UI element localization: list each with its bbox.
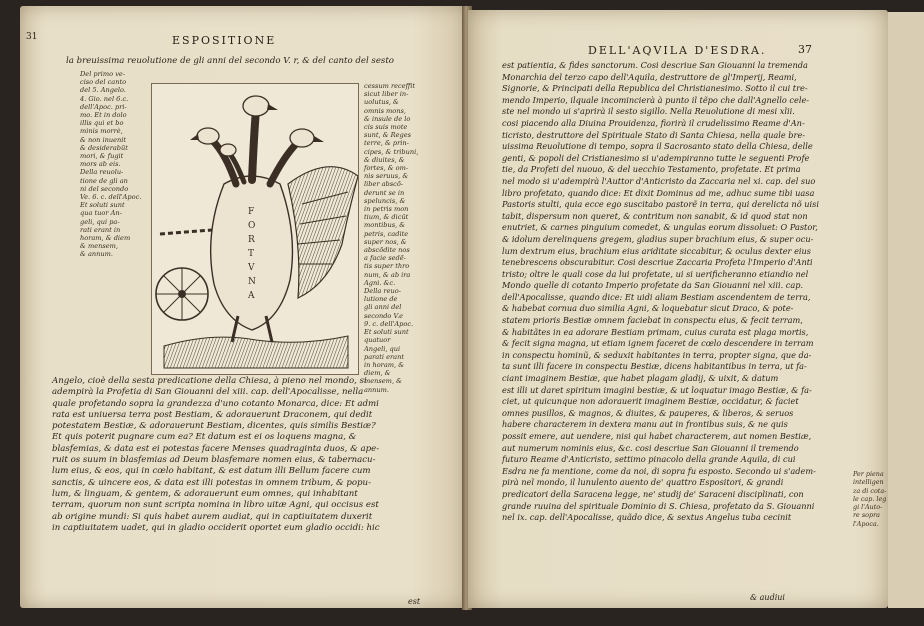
- page-header-left: ESPOSITIONE: [172, 34, 277, 47]
- right-body-line: & habitãtes in ea adorare Bestiam primam, cuius curata est plaga mortis,: [502, 326, 809, 337]
- right-body-line: Pastoris stulti, quia ecce ego suscitabo pastorẽ in terra, qui derelicta nõ uisi: [502, 199, 819, 210]
- right-body-line: ta sunt illi facere in conspectu Bestiæ, dicens habitantibus in terra, ut fa-: [502, 361, 807, 372]
- right-sidenote-line: fortes, & om-: [364, 164, 409, 173]
- left-body-line: rata est uniuersa terra post Bestiam, & adorauerunt Draconem, qui dedit: [52, 409, 373, 420]
- right-body-line: cosi piacendo alla Diuina Prouidenza, fiorirà il crudelissimo Reame d'An-: [502, 117, 805, 128]
- left-sidenote-line: illis qui et bo: [80, 119, 124, 128]
- right-sidenote-line: in horam, &: [364, 360, 405, 369]
- right-sidenote-line: speluncis, &: [364, 196, 406, 205]
- left-body-line: quale profetando sopra la grandezza d'uno cotanto Monarca, dice: Et admi: [52, 398, 379, 409]
- right-sidenote-line: & insule de lo: [364, 114, 411, 123]
- right-sidenote-line: liber abscõ-: [364, 180, 404, 189]
- right-body-text: [502, 60, 819, 524]
- right-body-line: statem prioris Bestiæ omnem faciebat in conspectu eius, & fecit terram,: [502, 315, 803, 326]
- right-sidenote-line: 9. c. dell'Apoc.: [364, 319, 414, 328]
- left-sidenote-line: Del primo ve-: [80, 70, 126, 78]
- margin-note: [853, 470, 886, 528]
- right-body-line: grande ruuina del spirituale Dominio di S. Chiesa, profetato da S. Giouanni: [502, 500, 815, 511]
- margin-note-line: intelligen: [853, 478, 884, 487]
- right-sidenote-line: a facie sedẽ-: [364, 254, 406, 263]
- left-sidenote-line: Ve. 6. c. dell'Apoc.: [80, 193, 142, 202]
- page-header-right: DELL'AQVILA D'ESDRA.: [588, 44, 767, 57]
- left-body-text: [52, 376, 380, 534]
- page-number-left: 31: [26, 32, 38, 42]
- right-body-line: habere characterem in dextera manu aut in frontibus suis, & ne quis: [502, 419, 788, 430]
- right-body-line: ciet, ut quicunque non adorauerit imaginem Bestiæ, occidatur, & faciet: [502, 396, 799, 407]
- right-sidenote-line: terre, & prin-: [364, 139, 409, 148]
- right-body-line: est illi ut daret spiritum imagini bestiæ, & ut loquatur imago Bestiæ, & fa-: [502, 384, 812, 395]
- left-sidenote-line: & mensem,: [80, 242, 119, 251]
- right-body-line: nel modo si u'adempirà l'Auttor d'Anticristo da Zaccaria nel xi. cap. del suo: [502, 175, 816, 186]
- woodcut-letter: N: [248, 277, 256, 287]
- margin-note-line: Per piena: [853, 470, 884, 478]
- right-sidenote-line: super nos, &: [364, 237, 407, 246]
- right-sidenote-line: & diuites, &: [364, 155, 405, 164]
- right-sidenote-line: cessum receffit: [364, 82, 416, 90]
- right-sidenote-line: tium, & dicūt: [364, 213, 409, 222]
- right-sidenote-line: secondo V.e: [364, 311, 404, 320]
- left-sidenote-line: mo. Et in dolo: [80, 111, 127, 120]
- left-sidenote-line: minis morrè,: [80, 127, 123, 136]
- left-sidenote-line: tione de gli an: [80, 176, 128, 185]
- left-sidenote-column: [80, 70, 141, 259]
- left-body-line: in captiuitatem uadet, qui in gladio occiderit oportet eum gladio occidi: hic: [52, 522, 380, 533]
- right-body-line: ciant imaginem Bestiæ, que habet plagam gladij, & uixit, & datum: [502, 373, 779, 384]
- right-body-line: Signorie, & Principati della Republica del Christianesimo. Sotto il cui tre-: [502, 83, 808, 94]
- left-sidenote-line: rati erant in: [80, 225, 121, 234]
- margin-note-line: re sopra: [853, 511, 880, 520]
- margin-note-line: gi l'Auto-: [853, 503, 883, 512]
- right-body-line: dell'Apocalisse, quando dice: Et uidi aliam Bestiam ascendentem de terra,: [502, 291, 811, 302]
- right-body-line: tabit, dispersum non queret, & contritum non sanabit, & id quod stat non: [502, 210, 808, 221]
- left-body-line: ruit os suum in blasfemias ad Deum blasfemare nomen eius, & tabernacu-: [52, 455, 376, 466]
- right-body-line: futuro Reame d'Anticristo, settimo pinacolo della grande Aquila, di cui: [502, 454, 796, 465]
- right-body-line: Monarchia del terzo capo dell'Aquila, destruttore de gl'Imperij, Reami,: [502, 71, 797, 82]
- right-body-line: & habebat cornua duo similia Agni, & loquebatur sicut Draco, & pote-: [502, 303, 794, 314]
- right-sidenote-line: quatuor: [364, 336, 391, 345]
- left-page: [20, 6, 466, 608]
- left-sidenote-line: & desiderabũt: [80, 143, 128, 152]
- right-sidenote-column: [364, 82, 418, 394]
- right-sidenote-line: cis suis mote: [364, 123, 408, 132]
- catchword-right: & audiui: [750, 593, 785, 602]
- left-body-line: terram, quorum non sunt scripta nomina in libro uitæ Agni, qui occisus est: [52, 500, 379, 511]
- right-body-line: tenebrescens obscurabitur. Cosi descriue Zaccaria Profeta l'Imperio d'Anti: [502, 257, 813, 268]
- multi-headed-eagle-illustration: [152, 84, 358, 374]
- right-sidenote-line: petris, cadite: [364, 229, 409, 238]
- right-body-line: omnes pusillos, & magnos, & diuites, & pauperes, & liberos, & seruos: [502, 407, 794, 418]
- left-body-line: adempirà la Profetia di San Giouanni del xiii. cap. dell'Apocalisse, nella: [52, 387, 364, 398]
- right-body-line: Mondo quelle di cotanto Imperio profetate da San Giouanni nel xiii. cap.: [502, 280, 804, 291]
- left-body-line: Angelo, cioè della sesta predicatione della Chiesa, à pieno nel mondo, si: [52, 376, 367, 386]
- right-sidenote-line: tis super thro: [364, 262, 410, 271]
- left-body-line: lum, & linguam, & gentem, & adorauerunt eum omnes, qui inhabitant: [52, 488, 358, 499]
- left-sidenote-line: Et soluti sunt: [80, 201, 125, 210]
- right-sidenote-line: Angeli, qui: [364, 344, 401, 353]
- right-body-line: & fecit signa magna, ut etiam ignem faceret de cœlo descendere in terram: [502, 338, 814, 349]
- left-body-line: sanctis, & uincere eos, & data est illi potestas in omnem tribum, & popu-: [52, 477, 371, 488]
- right-sidenote-line: diem, &: [364, 369, 391, 378]
- facing-page-edge: [888, 12, 924, 608]
- right-sidenote-line: Et soluti sunt: [364, 328, 409, 337]
- right-sidenote-line: uolutus, &: [364, 98, 399, 107]
- right-sidenote-line: lutione de: [364, 295, 398, 304]
- right-sidenote-line: in petris mon: [364, 205, 409, 214]
- right-body-line: tie, da Profeti del nuouo, & del uecchio Testamento, profetate. Et prima: [502, 164, 801, 175]
- right-sidenote-line: sicut liber in-: [364, 90, 409, 99]
- left-sidenote-line: ni del secondo: [80, 184, 129, 193]
- right-sidenote-line: cipes, & tribuni,: [364, 147, 419, 156]
- left-sidenote-line: mors ab eis.: [80, 160, 121, 169]
- right-sidenote-line: Della reuo-: [364, 287, 401, 296]
- right-body-line: mendo Imperio, ilquale incomincierà à punto il tẽpo che dall'Agnello cele-: [502, 94, 810, 105]
- right-sidenote-line: gli anni del: [364, 303, 402, 312]
- woodcut-illustration: [151, 83, 359, 375]
- margin-note-line: le cap. leg: [853, 494, 887, 503]
- left-sidenote-line: & annum.: [80, 250, 113, 259]
- right-body-line: ticristo, destruttore del Spirituale Stato di Santa Chiesa, nella quale bre-: [502, 129, 806, 140]
- right-body-line: Esdra ne fa mentione, come da noi, di sopra fu esposto. Secondo ui s'adem-: [502, 465, 816, 476]
- right-body-line: ste nel mondo ui s'aprirà il sesto sigillo. Nella Reuolutione di mesi xlii.: [502, 106, 795, 117]
- left-body-line: potestatem Bestiæ, & adorauerunt Bestiam, dicentes, quis similis Bestiæ?: [52, 421, 376, 432]
- right-sidenote-line: omnis mons,: [364, 106, 407, 115]
- right-sidenote-line: Agni. &c.: [364, 278, 396, 287]
- left-sidenote-line: horam, & diem: [80, 234, 131, 243]
- right-sidenote-line: nis seruus, &: [364, 172, 409, 181]
- right-sidenote-line: sunt, & Reges: [364, 131, 412, 140]
- woodcut-letter: T: [248, 249, 255, 259]
- left-sidenote-line: mori, & fugit: [80, 152, 124, 161]
- left-body-line: lum eius, & eos, qui in cœlo habitant, & est datum illi Bellum facere cum: [52, 466, 371, 477]
- right-body-line: possit emere, aut uendere, nisi qui habet characterem, aut nomen Bestiæ,: [502, 431, 812, 441]
- right-body-line: uissima Reuolutione di tempo, sopra il Sacrosanto stato della Chiesa, delle: [502, 141, 813, 152]
- right-body-line: genti, & popoli del Cristianesimo si u'adempiranno tutte le seguenti Profe: [502, 152, 810, 163]
- margin-note-line: za di cota-: [853, 486, 887, 495]
- right-body-line: est patientia, & fides sanctorum. Cosi descriue San Giouanni la tremenda: [502, 60, 808, 70]
- right-sidenote-line: num, & ab ira: [364, 270, 411, 279]
- left-sidenote-line: Della reuolu-: [80, 168, 124, 177]
- right-sidenote-line: annum.: [364, 385, 390, 394]
- woodcut-letter: R: [248, 235, 255, 245]
- left-sidenote-line: 4. Gio. nel 6.c.: [80, 94, 129, 103]
- right-sidenote-line: mensem, &: [364, 377, 403, 386]
- margin-note-line: l'Apoca.: [853, 519, 879, 528]
- right-body-line: pirà nel mondo, il lunulento auento de' quattro Espositori, & grandi: [502, 477, 784, 488]
- right-page: [468, 10, 888, 608]
- right-body-line: enutriet, & carnes pinguium comedet, & ungulas eorum dissoluet: O Pastor,: [502, 222, 818, 233]
- woodcut-letter: V: [248, 263, 255, 273]
- right-body-line: lum dextrum eius, brachium eius ariditate siccabitur, & oculus dexter eius: [502, 245, 812, 256]
- catchword-left: est: [408, 597, 421, 606]
- running-head: la breuissima reuolutione de gli anni del secondo V. r, & del canto del sesto: [66, 56, 394, 66]
- left-body-line: ab origine mundi: Si quis habet aurem audiat, qui in captiuitatem duxerit: [52, 511, 373, 522]
- page-number-right: 37: [798, 43, 812, 56]
- left-sidenote-line: & non inuenit: [80, 135, 127, 144]
- woodcut-letter: F: [248, 207, 255, 217]
- woodcut-letter: O: [248, 221, 256, 231]
- left-body-line: Et quis poterit pugnare cum ea? Et datum est ei os loquens magna, &: [52, 432, 357, 443]
- left-sidenote-line: del 5. Angelo.: [80, 86, 126, 95]
- left-body-line: blasfemias, & data est ei potestas facere Menses quadraginta duos, & ape-: [52, 443, 380, 454]
- left-sidenote-line: qua tuor An-: [80, 209, 122, 218]
- left-sidenote-line: dell'Apoc. pri-: [80, 102, 127, 111]
- right-body-line: nel ix. cap. dell'Apocalisse, quãdo dice, & sextus Angelus tuba cecinit: [502, 512, 792, 523]
- right-body-line: libro profetato, quando dice: Et dixit Dominus ad me, adhuc sume tibi uasa: [502, 187, 815, 198]
- right-body-line: in conspectu hominũ, & seduxit habitantes in terra, propter signa, que da-: [502, 349, 812, 360]
- right-sidenote-line: derunt se in: [364, 188, 405, 197]
- left-sidenote-line: ciso del canto: [80, 78, 127, 87]
- right-body-line: tristo; oltre le quali cose da lui profetate, ui si uerificheranno etiandio nel: [502, 268, 809, 279]
- woodcut-letter: A: [248, 291, 255, 301]
- right-sidenote-line: parati erant: [364, 352, 404, 361]
- right-body-line: predicatori della Saracena legge, ne' studij de' Saraceni disciplinati, con: [502, 488, 804, 499]
- right-body-line: & idolum derelinquens gregem, gladius super brachium eius, & super ocu-: [502, 233, 814, 244]
- left-sidenote-line: geli, qui pa-: [80, 217, 120, 226]
- right-body-line: aut numerum nominis eius, &c. cosi descriue San Giouanni il tremendo: [502, 442, 799, 453]
- right-sidenote-line: abscõdite nos: [364, 246, 410, 255]
- right-sidenote-line: montibus, &: [364, 221, 406, 230]
